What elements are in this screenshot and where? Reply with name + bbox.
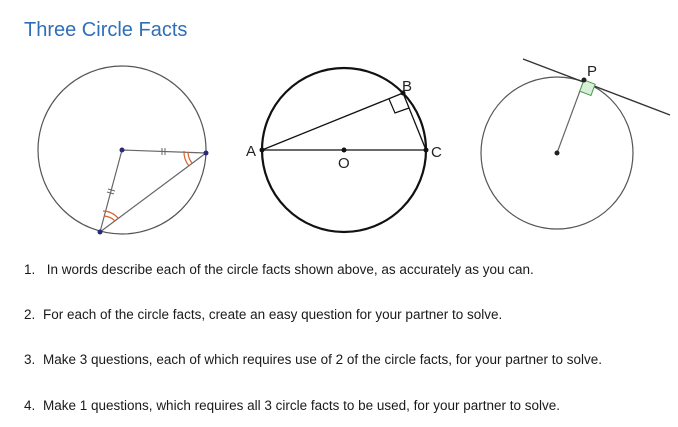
question-1 [24,262,534,277]
point-o [342,148,347,153]
question-number: 3. [24,352,36,367]
angle-mark [104,216,115,221]
question-2 [24,307,502,322]
label-a: A [246,143,257,160]
point-p [582,78,587,83]
center-point [555,151,560,156]
question-3 [24,352,602,367]
question-text: In words describe each of the circle facts shown above, as accurately as you can. [43,262,534,277]
point-c [424,148,429,153]
chord-ab [262,93,403,150]
point [98,230,103,235]
figure-tangent-radius [481,59,670,229]
label-o: O [338,155,350,172]
radius-line [122,150,206,153]
radius-line [100,150,122,232]
question-number: 1. [24,262,36,277]
label-b: B [402,78,413,95]
page-title: Three Circle Facts [24,19,188,42]
question-text: Make 3 questions, each of which requires use of 2 of the circle facts, for your partner to solve. [43,352,603,367]
figure-isosceles-triangle [38,66,209,235]
right-angle-mark [580,80,595,95]
label-c: C [431,144,442,161]
center-point [120,148,125,153]
point [204,151,209,156]
question-text: For each of the circle facts, create an easy question for your partner to solve. [43,307,503,322]
figure-semicircle-angle [246,68,442,232]
question-number: 2. [24,307,36,322]
chord-bc [403,93,426,150]
angle-mark [188,152,192,163]
question-number: 4. [24,398,36,413]
point-a [260,148,265,153]
chord-line [100,153,206,232]
question-4 [24,398,560,413]
question-text: Make 1 questions, which requires all 3 circle facts to be used, for your partner to solve. [43,398,561,413]
label-p: P [587,63,598,80]
